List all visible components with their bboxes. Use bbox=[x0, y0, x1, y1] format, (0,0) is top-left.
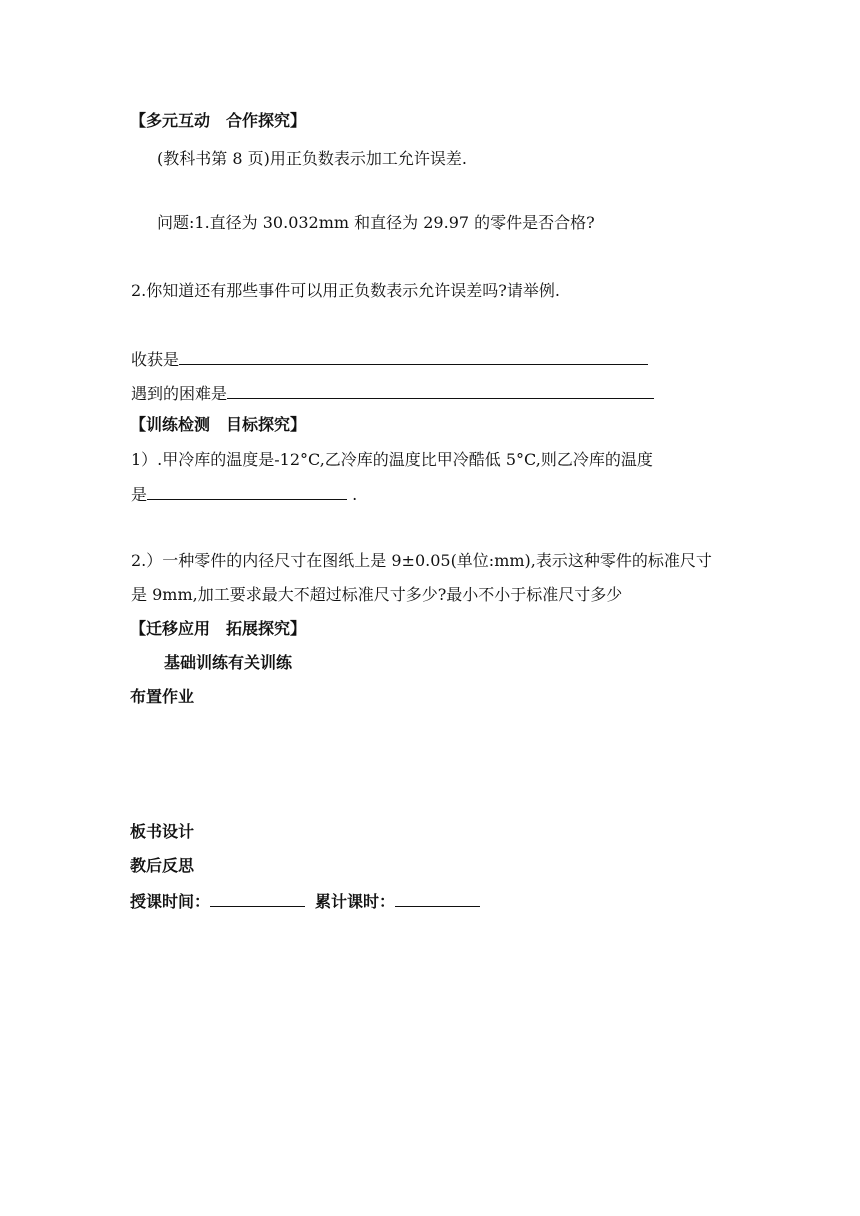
reflection-heading: 教后反思 bbox=[130, 856, 195, 875]
training-q2-line2: 是 9mm,加工要求最大不超过标准尺寸多少?最小不小于标准尺寸多少 bbox=[131, 585, 623, 604]
homework-heading: 布置作业 bbox=[130, 687, 195, 706]
training-q1-line2 bbox=[131, 483, 357, 505]
difficulty-blank[interactable] bbox=[227, 382, 654, 399]
training-q1-blank[interactable] bbox=[147, 483, 347, 500]
application-heading: 【迁移应用 拓展探究】 bbox=[130, 619, 307, 638]
total-hours-label: 累计课时： bbox=[315, 892, 396, 911]
difficulty-label: 遇到的困难是 bbox=[131, 384, 228, 403]
gain-line bbox=[131, 348, 648, 370]
training-q1-line1: 1）.甲冷库的温度是-12°C,乙冷库的温度比甲冷酷低 5°C,则乙冷库的温度 bbox=[131, 450, 653, 469]
class-time-blank[interactable] bbox=[210, 890, 305, 907]
footer-line bbox=[130, 890, 480, 912]
board-design-heading: 板书设计 bbox=[130, 822, 195, 841]
interaction-heading: 【多元互动 合作探究】 bbox=[130, 111, 307, 130]
training-q2-line1: 2.）一种零件的内径尺寸在图纸上是 9±0.05(单位:mm),表示这种零件的标准尺寸 bbox=[131, 551, 712, 570]
training-heading: 【训练检测 目标探究】 bbox=[130, 415, 307, 434]
gain-blank[interactable] bbox=[179, 348, 648, 365]
training-q1-prefix: 是 bbox=[131, 485, 148, 504]
question-1: 问题:1.直径为 30.032mm 和直径为 29.97 的零件是否合格? bbox=[157, 213, 595, 232]
application-sub-item: 基础训练有关训练 bbox=[164, 653, 293, 672]
training-q1-suffix: . bbox=[347, 485, 358, 504]
interaction-intro: (教科书第 8 页)用正负数表示加工允许误差. bbox=[157, 149, 467, 168]
question-2: 2.你知道还有那些事件可以用正负数表示允许误差吗?请举例. bbox=[131, 281, 560, 300]
gain-label: 收获是 bbox=[131, 350, 180, 369]
difficulty-line bbox=[131, 382, 654, 404]
class-time-label: 授课时间： bbox=[130, 892, 211, 911]
total-hours-blank[interactable] bbox=[395, 890, 480, 907]
